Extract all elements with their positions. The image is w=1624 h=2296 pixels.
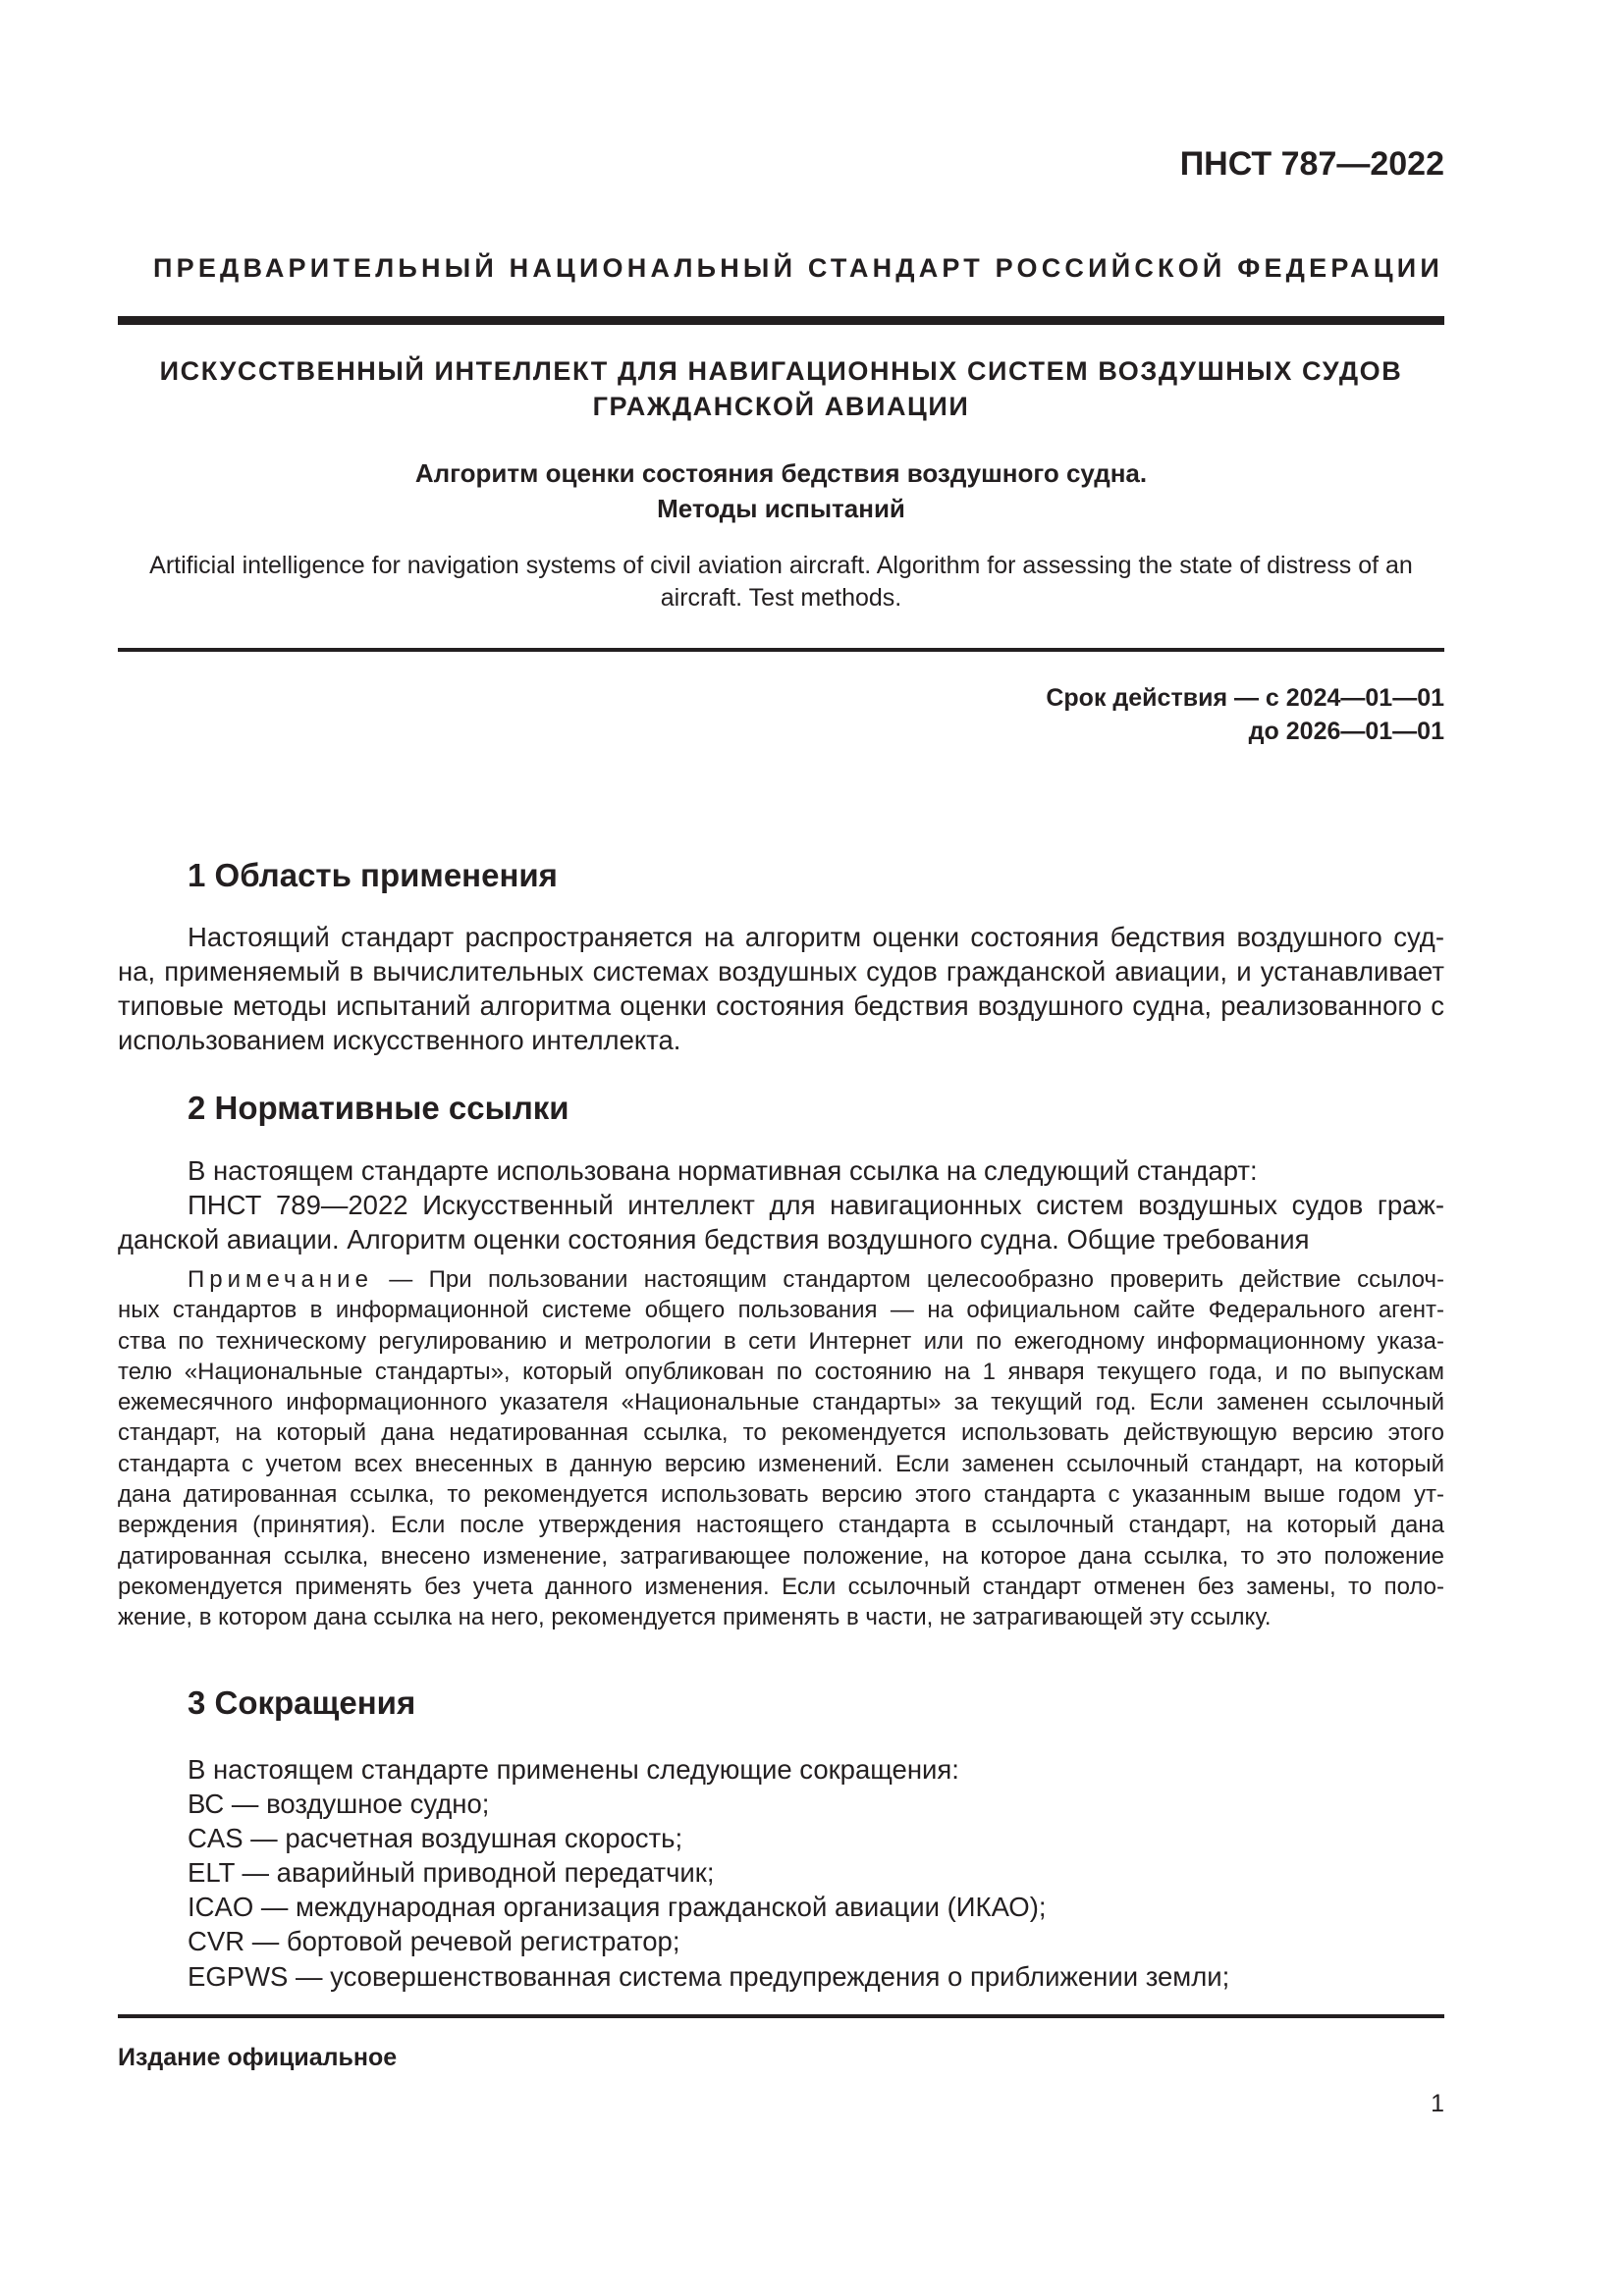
note-line: датированная ссылка, внесено изменение, затрагивающее положение, на которое дана ссылка, то это положение [118,1542,1444,1570]
note-line: стандарта с учетом всех внесенных в данную версию изменений. Если заменен ссылочный стандарт, на который [118,1450,1444,1477]
main-title-line: ГРАЖДАНСКОЙ АВИАЦИИ [592,392,970,421]
subtitle [118,455,1444,526]
abbreviation-item: EGPWS — усовершенствованная система предупреждения о приближении земли; [188,1960,1230,1992]
note-line: телю «Национальные стандарты», который опубликован по состоянию на 1 января текущего года, и по выпускам [118,1358,1444,1385]
document-number: ПНСТ 787—2022 [1179,145,1444,183]
note-line: ства по техническому регулированию и метрологии в сети Интернет или по ежегодному информационному указа- [118,1327,1444,1355]
note-text: — При пользовании настоящим стандартом целесообразно проверить действие ссылоч- [372,1266,1444,1293]
validity-line: до 2026—01—01 [1248,718,1444,745]
paragraph-line: В настоящем стандарте использована нормативная ссылка на следующий стандарт: [188,1155,1258,1186]
section-heading: 3 Сокращения [188,1684,416,1721]
note-line [118,1264,1444,1295]
paragraph-line: на, применяемый в вычислительных системах воздушных судов гражданской авиации, и устанавливает [118,956,1444,987]
note-line: рекомендуется применять без учета данного изменения. Если ссылочный стандарт отменен без замены, то поло- [118,1573,1444,1600]
validity-period [1046,681,1444,748]
abbreviation-item: CAS — расчетная воздушная скорость; [188,1823,683,1854]
paragraph-line: типовые методы испытаний алгоритма оценки состояния бедствия воздушного судна, реализованного с [118,990,1444,1021]
note-label: Примечание [188,1266,373,1293]
abbreviation-intro: В настоящем стандарте применены следующие сокращения: [188,1754,959,1785]
subtitle-line: Методы испытаний [657,494,905,523]
section-body [118,1153,1444,1256]
standard-type-heading: ПРЕДВАРИТЕЛЬНЫЙ НАЦИОНАЛЬНЫЙ СТАНДАРТ РОССИЙСКОЙ ФЕДЕРАЦИИ [153,253,1443,283]
note-block [118,1264,1444,1633]
english-title-line: aircraft. Test methods. [660,584,902,612]
footer-rule [118,2014,1444,2018]
abbreviation-item: ICAO — международная организация гражданской авиации (ИКАО); [188,1892,1047,1923]
section-heading: 1 Область применения [188,857,558,893]
main-title [118,353,1444,424]
abbreviation-item: CVR — бортовой речевой регистратор; [188,1926,680,1957]
paragraph-line: ПНСТ 789—2022 Искусственный интеллект для навигационных систем воздушных судов граж- [188,1190,1444,1220]
paragraph-line: Настоящий стандарт распространяется на алгоритм оценки состояния бедствия воздушного суд- [188,922,1444,952]
note-line: ежемесячного информационного указателя «Национальные стандарты» за текущий год. Если заменен ссылочный [118,1389,1444,1416]
note-line: дана датированная ссылка, то рекомендуется использовать версию этого стандарта с указанным выше годом ут- [118,1481,1444,1509]
main-title-line: ИСКУССТВЕННЫЙ ИНТЕЛЛЕКТ ДЛЯ НАВИГАЦИОННЫХ СИСТЕМ ВОЗДУШНЫХ СУДОВ [159,356,1403,386]
validity-line: Срок действия — с 2024—01—01 [1046,684,1444,712]
english-title [118,550,1444,614]
note-line: верждения (принятия). Если после утверждения настоящего стандарта в ссылочный стандарт, на который дана [118,1512,1444,1539]
edition-label: Издание официальное [118,2044,398,2071]
paragraph-line: данской авиации. Алгоритм оценки состояния бедствия воздушного судна. Общие требования [118,1224,1310,1255]
subtitle-line: Алгоритм оценки состояния бедствия воздушного судна. [414,458,1148,488]
note-line: ных стандартов в информационной системе общего пользования — на официальном сайте Федерального агент- [118,1297,1444,1324]
paragraph-line: использованием искусственного интеллекта. [118,1025,681,1055]
english-title-line: Artificial intelligence for navigation systems of civil aviation aircraft. Algorithm for assessing the state of distress of an [149,552,1413,579]
section-body [118,920,1444,1057]
section-heading: 2 Нормативные ссылки [188,1090,569,1126]
page-number: 1 [1431,2090,1444,2117]
abbreviation-item: ВС — воздушное судно; [188,1789,490,1820]
abbreviation-item: ELT — аварийный приводной передатчик; [188,1857,715,1889]
note-line: жение, в котором дана ссылка на него, рекомендуется применять в части, не затрагивающей эту ссылку. [118,1604,1272,1631]
header-rule [118,316,1444,325]
abbreviation-list [188,1752,1229,1994]
title-rule [118,648,1444,652]
note-line: стандарт, на который дана недатированная ссылка, то рекомендуется использовать действующую версию этого [118,1419,1444,1447]
